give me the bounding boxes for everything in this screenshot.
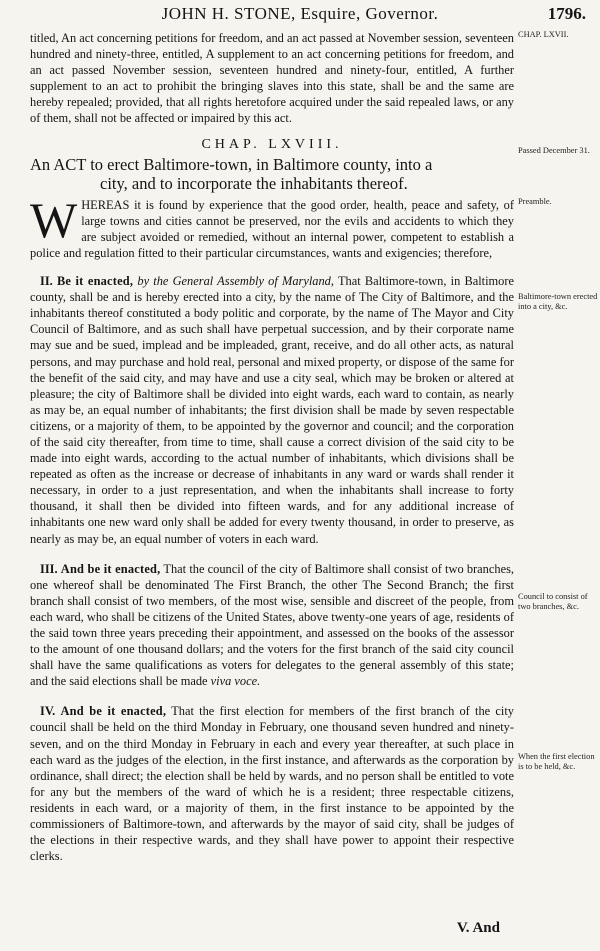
section-2-text: That Baltimore-town, in Baltimore county, shall be and is hereby erected into a city, by the name of The City of Baltimore, and the inhabitants thereof constituted a body politic and corporate, by the name of The Mayor and City Council of Baltimore, and as such shall have perpetual succession, and by their corporate name may sue and be sued, implead and be impleaded, grant, receive, and do all other acts, as natural persons, and may purchase and hold real, personal and mixed property, or dispose of the same for the benefit of the said city, and may have and use a city seal, which may be broken or altered at pleasure; the city of Baltimore shall be divided into eight wards, each ward to contain, as nearly as may be, an equal number of inhabitants; the first division shall be made by seven respectable citizens, or a majority of them, to be appointed by the governor and council; and the corporation of the said city thereafter, from time to time, shall cause a correct division of the said city to be made into eight wards, according to the actual number of inhabitants, which divisions shall be repeated as often as the increase or decrease of inhabitants in any ward or wards shall render it necessary, in order to a just representation, and when the inhabitants shall increase to forty thousand, it shall then be divided into fifteen wards, and for any additional increase of inhabitants one new ward only shall be added for every twenty thousand, in order to preserve, as nearly as may be, an equal number of voters in each ward.	[30, 274, 515, 546]
margin-note-first-election: When the first election is to be held, &c.	[518, 752, 595, 771]
page-year: 1796.	[547, 4, 586, 23]
section-3-number: III.	[40, 561, 58, 576]
margin-note-preamble: Preamble.	[518, 197, 552, 206]
section-2-number: II.	[40, 274, 53, 289]
margin-note-baltimore-town: Baltimore-town erected into a city, &c.	[518, 292, 598, 311]
section-4-text: That the first election for members of the first branch of the city council shall be held on the third Monday in February, one thousand seven hundred and ninety-seven, and on the third Monday in February in each and every year thereafter, at such place in each ward as the judges of the election, in the first instance, and afterwards as the corporation by ordinance, shall direct; the election shall be held by wards, and no person shall be entitled to vote for any but the members of the ward of which he is a resident; three respectable citizens, residents in each ward, or a majority of them, in the first instance to be appointed by the commissioners of Baltimore-town, and afterwards by the mayor of said city, shall be judges of the elections in their respective wards, and they shall have power to appoint their respective clerks.	[30, 704, 514, 864]
chapter-heading: CHAP. LXVIII.	[201, 136, 343, 152]
section-2-enacting: Be it enacted,	[56, 274, 134, 289]
catchword: V. And	[456, 920, 500, 936]
margin-note-chap-lxvii: CHAP. LXVII.	[518, 30, 569, 39]
section-3-viva-voce: viva voce.	[210, 674, 261, 689]
act-title-line1: An ACT to erect Baltimore-town, in Baltimore county, into a	[30, 154, 433, 174]
section-4-number: IV.	[40, 704, 56, 719]
preamble-text: HEREAS it is found by experience that the good order, health, peace and safety, of large towns and cities cannot be preserved, nor the evils and accidents to which they are subject avoided or remedied, without an internal power, competent to establish a police and regulation fitted to their particular circumstances, wants and exigencies; therefore,	[30, 197, 514, 260]
section-3	[30, 561, 514, 690]
act-title-line2: city, and to incorporate the inhabitants thereof.	[100, 173, 408, 193]
act-title	[30, 155, 514, 193]
section-2-authority: by the General Assembly of Maryland,	[137, 274, 334, 289]
body-text	[30, 30, 514, 864]
section-4-enacting: And be it enacted,	[60, 704, 167, 719]
section-2	[30, 273, 514, 547]
section-3-enacting: And be it enacted,	[60, 561, 161, 576]
section-3-text: That the council of the city of Baltimore shall consist of two branches, one whereof shall be denominated The First Branch, the other The Second Branch; the first branch shall consist of two members, of the most wise, sensible and discreet of the people, from each ward, who shall be citizens of the United States, above twenty-one years of age, residents of the said town three years preceding their appointment, and assessed on the books of the assessor to the amount of one thousand dollars; and the voters for the first branch of the said city council shall have the same qualifications as voters for delegates to the general assembly of this state; and the said elections shall be made	[30, 561, 514, 689]
intro-paragraph: titled, An act concerning petitions for freedom, and an act passed at November session, seventeen hundred and ninety-three, entitled, A supplement to an act concerning petitions for freedom, and an act passed November session, seventeen hundred and ninety-four, entitled, A further supplement to an act to prohibit the bringing slaves into this state, shall be and the same are hereby repealed; provided, that all rights heretofore acquired under the said repealed laws, or any of them, shall not be affected or impaired by this act.	[30, 31, 514, 126]
running-title: JOHN H. STONE, Esquire, Governor.	[161, 4, 439, 23]
preamble-paragraph	[30, 191, 514, 261]
running-header	[0, 4, 600, 26]
section-4	[30, 703, 514, 864]
drop-cap: W	[30, 191, 78, 248]
margin-note-passed: Passed December 31.	[518, 146, 590, 155]
margin-note-council: Council to consist of two branches, &c.	[518, 592, 588, 611]
